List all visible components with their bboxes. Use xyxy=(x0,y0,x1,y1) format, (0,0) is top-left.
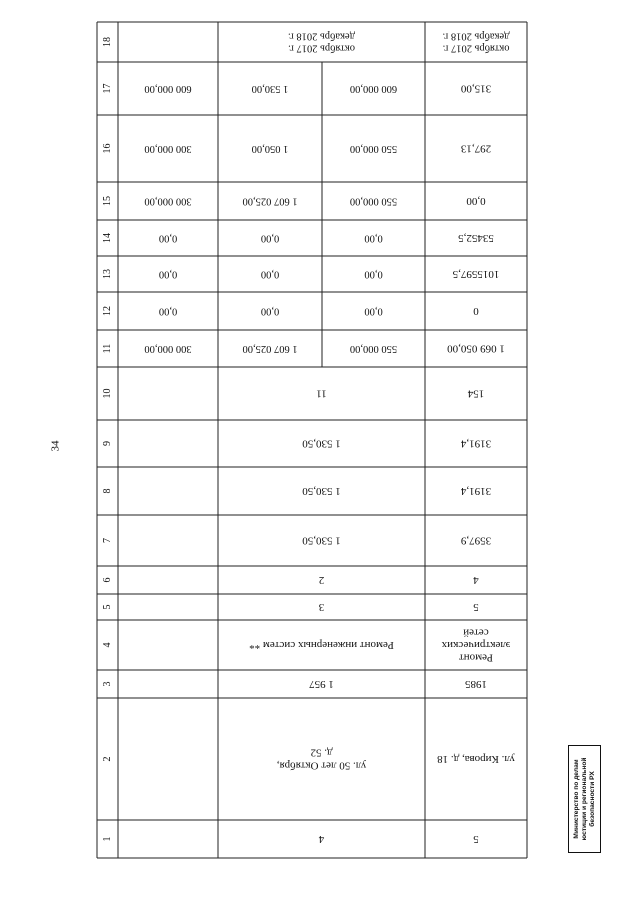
row5-c9 xyxy=(460,438,491,450)
extra-c16 xyxy=(144,143,191,154)
column-number: 7 xyxy=(102,538,113,543)
column-number: 8 xyxy=(102,488,113,494)
column-number: 9 xyxy=(102,441,113,446)
row5-work-line: Ремонт xyxy=(458,651,494,664)
row5-year xyxy=(465,678,488,690)
row4-c9-line: 1 530,50 xyxy=(302,437,341,450)
row4-c18 xyxy=(288,30,355,53)
column-number: 2 xyxy=(102,756,113,762)
row4-no xyxy=(318,833,324,845)
row5-c10 xyxy=(467,388,484,400)
row5-work-line: электрических xyxy=(441,639,511,651)
row4-c16-b xyxy=(252,143,289,154)
column-number: 1 xyxy=(102,836,113,842)
row5-c5 xyxy=(473,601,479,613)
row4-c10 xyxy=(316,388,327,400)
row4-year-line: 1 957 xyxy=(309,678,334,690)
row5-no-line: 5 xyxy=(473,833,479,845)
row4-c16-b-line: 1 050,00 xyxy=(251,143,289,154)
extra-c17-line: 600 000,00 xyxy=(144,83,192,94)
row4-c14-b xyxy=(261,233,279,244)
row4-c15-a-line: 550 000,00 xyxy=(349,195,398,207)
row5-c17-line: 315,00 xyxy=(460,82,492,95)
row5-c7 xyxy=(460,535,491,547)
row5-work-line: сетей xyxy=(463,626,489,639)
row4-c17-b xyxy=(252,83,289,94)
row5-c18-line: октябрь 2017 г. xyxy=(442,42,510,54)
column-number: 18 xyxy=(102,37,113,47)
row5-c14 xyxy=(458,232,494,244)
row5-c16 xyxy=(460,143,491,155)
column-number: 4 xyxy=(102,642,113,648)
row4-c8-line: 1 530,50 xyxy=(302,485,341,497)
stamp-text: Министерство по делам юстиции и региональной безопасности РХ xyxy=(572,757,596,841)
row4-c6 xyxy=(319,574,325,586)
column-number: 14 xyxy=(102,233,113,243)
column-number: 11 xyxy=(102,343,113,354)
row4-c5 xyxy=(318,601,324,613)
row4-work xyxy=(249,639,394,651)
row5-c8-line: 3191,4 xyxy=(460,485,492,497)
row5-c11-line: 1 069 050,00 xyxy=(447,342,505,355)
row5-c8 xyxy=(460,485,491,497)
extra-c13 xyxy=(159,269,177,280)
column-number: 5 xyxy=(102,604,113,610)
row5-c18 xyxy=(443,30,510,53)
row4-address-line: ул. 50 лет Октября, xyxy=(276,759,367,772)
column-number: 17 xyxy=(102,83,113,94)
row4-c17-b-line: 1 530,00 xyxy=(251,83,289,94)
row4-c16-a xyxy=(350,143,397,154)
extra-c14-line: 0,00 xyxy=(158,232,178,244)
row4-c11-b xyxy=(242,343,297,354)
extra-c16-line: 300 000,00 xyxy=(144,143,192,154)
row4-c7-line: 1 530,50 xyxy=(302,534,341,547)
column-number: 12 xyxy=(102,306,113,316)
extra-c12 xyxy=(159,306,177,317)
extra-c15-line: 300 000,00 xyxy=(144,195,192,207)
row5-address-line: ул. Кирова, д. 18 xyxy=(437,753,515,765)
row4-no-line: 4 xyxy=(318,833,325,845)
extra-c17 xyxy=(144,83,191,94)
extra-c14 xyxy=(159,233,177,244)
row4-c15-b xyxy=(242,196,297,207)
row4-c14-a-line: 0,00 xyxy=(364,232,383,244)
row4-c13-a xyxy=(364,269,382,280)
row4-c16-a-line: 550 000,00 xyxy=(349,143,398,154)
row4-c7 xyxy=(302,535,341,547)
extra-c12-line: 0,00 xyxy=(158,305,178,317)
row5-c14-line: 53452,5 xyxy=(458,232,494,244)
row5-c13 xyxy=(452,268,499,280)
row4-c5-line: 3 xyxy=(318,601,325,613)
row4-c13-b xyxy=(261,269,279,280)
row5-c16-line: 297,13 xyxy=(460,142,492,155)
row5-c9-line: 3191,4 xyxy=(460,437,492,450)
row5-c10-line: 154 xyxy=(467,387,485,400)
column-number: 15 xyxy=(102,196,113,206)
row4-c17-a xyxy=(350,83,397,94)
row5-c7-line: 3597,9 xyxy=(460,534,492,547)
row5-c18-line: декабрь 2018 г. xyxy=(442,30,510,42)
row4-c12-a-line: 0,00 xyxy=(364,305,383,317)
row5-c13-line: 1015597,5 xyxy=(452,268,500,280)
row4-c11-b-line: 1 607 025,00 xyxy=(242,343,298,354)
row5-c6 xyxy=(473,574,479,586)
row5-c12-line: 0 xyxy=(473,305,479,317)
extra-c11 xyxy=(144,343,191,354)
row4-c8 xyxy=(302,485,341,497)
row4-c12-b-line: 0,00 xyxy=(260,305,280,317)
extra-c15 xyxy=(144,196,191,207)
column-number: 3 xyxy=(102,681,113,687)
row4-address xyxy=(277,747,367,772)
extra-c11-line: 300 000,00 xyxy=(144,343,192,354)
row4-c14-a xyxy=(364,233,382,244)
row5-year-line: 1985 xyxy=(465,678,487,690)
column-number: 6 xyxy=(102,577,113,583)
row4-year xyxy=(309,678,334,690)
row4-c14-b-line: 0,00 xyxy=(260,232,280,244)
row4-c9 xyxy=(302,438,341,450)
extra-c13-line: 0,00 xyxy=(158,268,178,280)
column-number: 13 xyxy=(102,269,113,279)
row4-c12-b xyxy=(261,306,279,317)
row4-c13-a-line: 0,00 xyxy=(364,268,383,280)
ministry-stamp xyxy=(568,745,601,853)
row5-work xyxy=(441,626,510,663)
row4-c15-a xyxy=(350,196,397,207)
row5-c15-line: 0,00 xyxy=(466,195,486,207)
row4-c6-line: 2 xyxy=(318,574,325,586)
row5-address xyxy=(437,753,515,765)
row5-c11 xyxy=(447,343,505,355)
row4-c11-a xyxy=(350,343,397,354)
row4-c17-a-line: 600 000,00 xyxy=(349,83,398,94)
row4-c15-b-line: 1 607 025,00 xyxy=(242,195,298,207)
row4-address-line: д. 52 xyxy=(310,746,333,759)
row4-c12-a xyxy=(364,306,382,317)
row5-c6-line: 4 xyxy=(473,574,479,586)
row4-c13-b-line: 0,00 xyxy=(260,268,280,280)
column-number: 16 xyxy=(102,143,113,154)
row5-c17 xyxy=(460,83,491,95)
row5-c15 xyxy=(466,195,486,207)
row5-no xyxy=(473,833,479,845)
row4-c11-a-line: 550 000,00 xyxy=(349,343,398,354)
row4-c18-line: декабрь 2018 г. xyxy=(288,30,355,42)
row5-c12 xyxy=(473,305,479,317)
row5-c5-line: 5 xyxy=(473,601,479,613)
page-number: 34 xyxy=(49,440,62,452)
row4-c10-line: 11 xyxy=(316,387,327,400)
column-number: 10 xyxy=(102,388,113,399)
row4-c18-line: октябрь 2017 г. xyxy=(288,42,355,54)
row4-work-line: Ремонт инженерных систем ** xyxy=(249,639,394,651)
